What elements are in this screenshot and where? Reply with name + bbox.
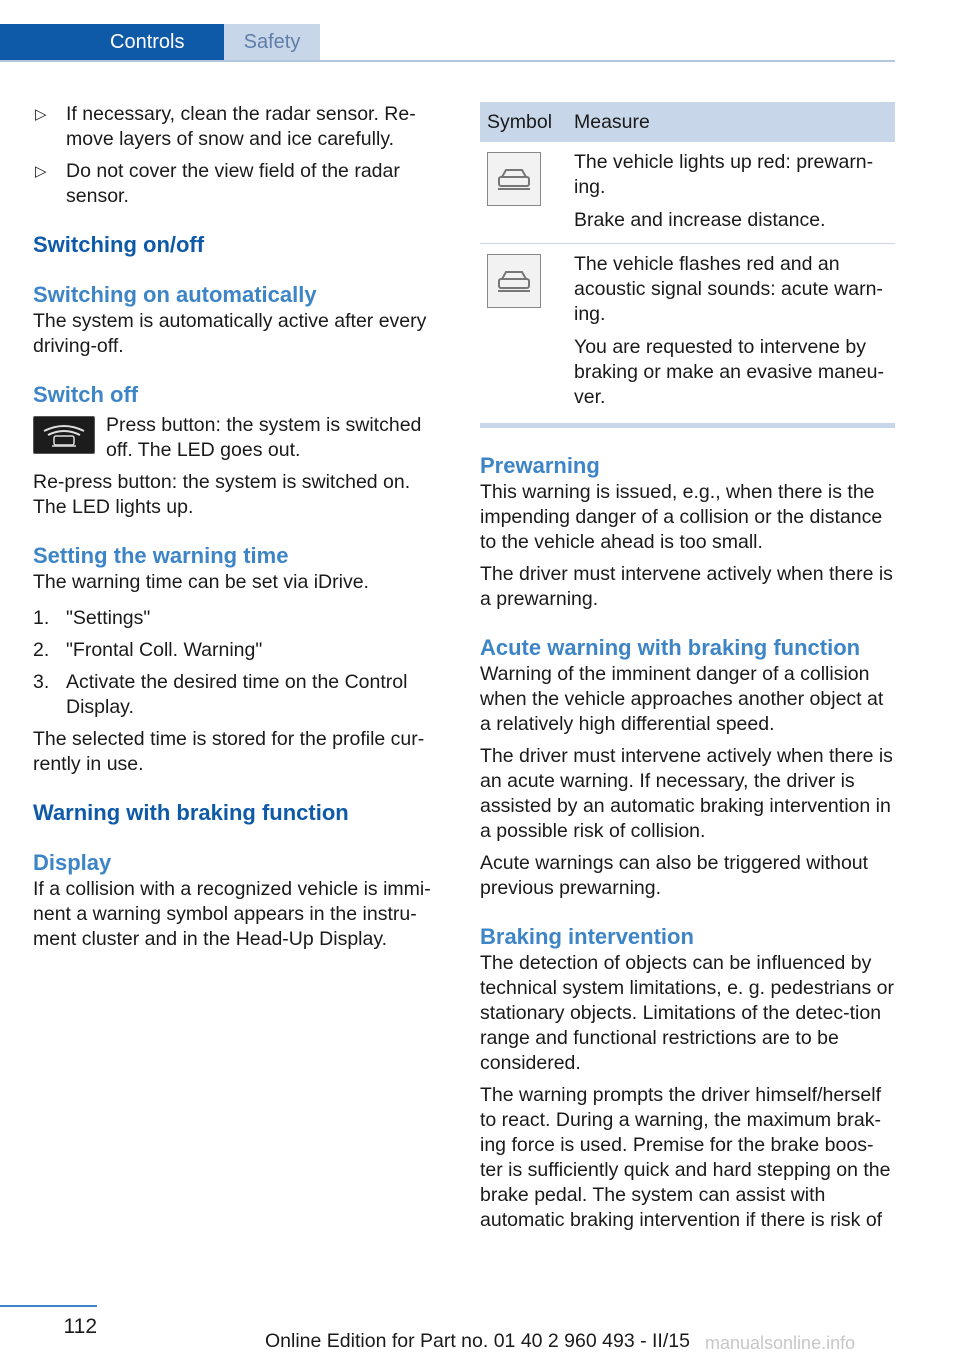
triangle-bullet-icon: ▷ <box>35 163 47 180</box>
triangle-bullet-icon: ▷ <box>35 106 47 123</box>
paragraph: The system is automatically active after every driving-off. <box>33 310 427 357</box>
table-bottom-rule <box>480 423 895 428</box>
vehicle-warning-icon <box>487 152 541 206</box>
bullet-text: Do not cover the view field of the radar sensor. <box>66 160 400 207</box>
paragraph: Warning of the imminent danger of a collision when the vehicle approaches another object at a relatively high differential speed. <box>480 663 884 735</box>
heading-warning-time: Setting the warning time <box>33 543 289 568</box>
heading-braking-intervention: Braking intervention <box>480 924 694 949</box>
paragraph: The detection of objects can be influenced by technical system limitations, e. g. pedestrians or stationary objects. Limitations of the detec-tion range and functional restrictions are to be considered. <box>480 952 895 1074</box>
column-header-measure: Measure <box>567 102 895 142</box>
table-row <box>480 244 895 421</box>
page-number-rule <box>0 1305 97 1307</box>
heading-display: Display <box>33 850 112 875</box>
paragraph: If a collision with a recognized vehicle is immi-nent a warning symbol appears in the instru-ment cluster and in the Head-Up Display. <box>33 878 431 950</box>
paragraph: The driver must intervene actively when there is an acute warning. If necessary, the driver is assisted by an automatic braking intervention in a possible risk of collision. <box>480 745 893 842</box>
measure-text: The vehicle lights up red: prewarn-ing. <box>574 151 874 198</box>
heading-switch-on-auto: Switching on automatically <box>33 282 317 307</box>
paragraph: This warning is issued, e.g., when there is the impending danger of a collision or the distance to the vehicle ahead is too small. <box>480 481 883 553</box>
measure-text: You are requested to intervene by braking or make an evasive maneu-ver. <box>574 336 884 408</box>
measure-text: The vehicle flashes red and an acoustic signal sounds: acute warn-ing. <box>574 253 883 325</box>
edition-text: Online Edition for Part no. 01 40 2 960 493 - II/15 <box>265 1330 690 1352</box>
heading-acute-warning: Acute warning with braking function <box>480 635 861 660</box>
button-description <box>33 413 438 463</box>
tab-safety[interactable]: Safety <box>224 24 320 60</box>
vehicle-warning-icon <box>487 254 541 308</box>
paragraph: Acute warnings can also be triggered without previous prewarning. <box>480 852 869 899</box>
paragraph: The selected time is stored for the profile cur-rently in use. <box>33 728 425 775</box>
list-item: 3. Activate the desired time on the Control Display. <box>33 671 408 718</box>
measure-text: Brake and increase distance. <box>574 209 826 231</box>
watermark: manualsonline.info <box>705 1333 856 1353</box>
page-header <box>0 0 895 62</box>
paragraph: Re-press button: the system is switched on. The LED lights up. <box>33 471 411 518</box>
symbol-table <box>480 102 895 420</box>
tab-controls[interactable]: Controls <box>0 24 224 60</box>
right-column <box>480 102 895 1240</box>
bullet-item <box>33 102 438 152</box>
heading-prewarning: Prewarning <box>480 453 600 478</box>
paragraph: The driver must intervene actively when there is a prewarning. <box>480 563 893 610</box>
bullet-text: If necessary, clean the radar sensor. Re-move layers of snow and ice carefully. <box>66 103 416 150</box>
list-item: 2. "Frontal Coll. Warning" <box>33 639 263 661</box>
page-number: 112 <box>63 1315 97 1338</box>
table-row <box>480 142 895 244</box>
paragraph: Press button: the system is switched off. The LED goes out. <box>106 414 422 461</box>
header-divider <box>0 60 895 62</box>
paragraph: The warning prompts the driver himself/herself to react. During a warning, the maximum brak-ing force is used. Premise for the brake boos-ter is sufficiently quick and hard stepping on the brake pedal. The system can assist with automatic braking intervention if there is risk of <box>480 1084 891 1231</box>
column-header-symbol: Symbol <box>480 102 567 142</box>
collision-warning-button-icon <box>33 416 95 454</box>
bullet-item <box>33 159 438 209</box>
heading-switch-off: Switch off <box>33 382 139 407</box>
heading-warning-braking: Warning with braking function <box>33 800 349 825</box>
paragraph: The warning time can be set via iDrive. <box>33 571 369 593</box>
list-item: 1. "Settings" <box>33 607 151 629</box>
heading-switching: Switching on/off <box>33 232 205 257</box>
left-column <box>33 102 438 959</box>
